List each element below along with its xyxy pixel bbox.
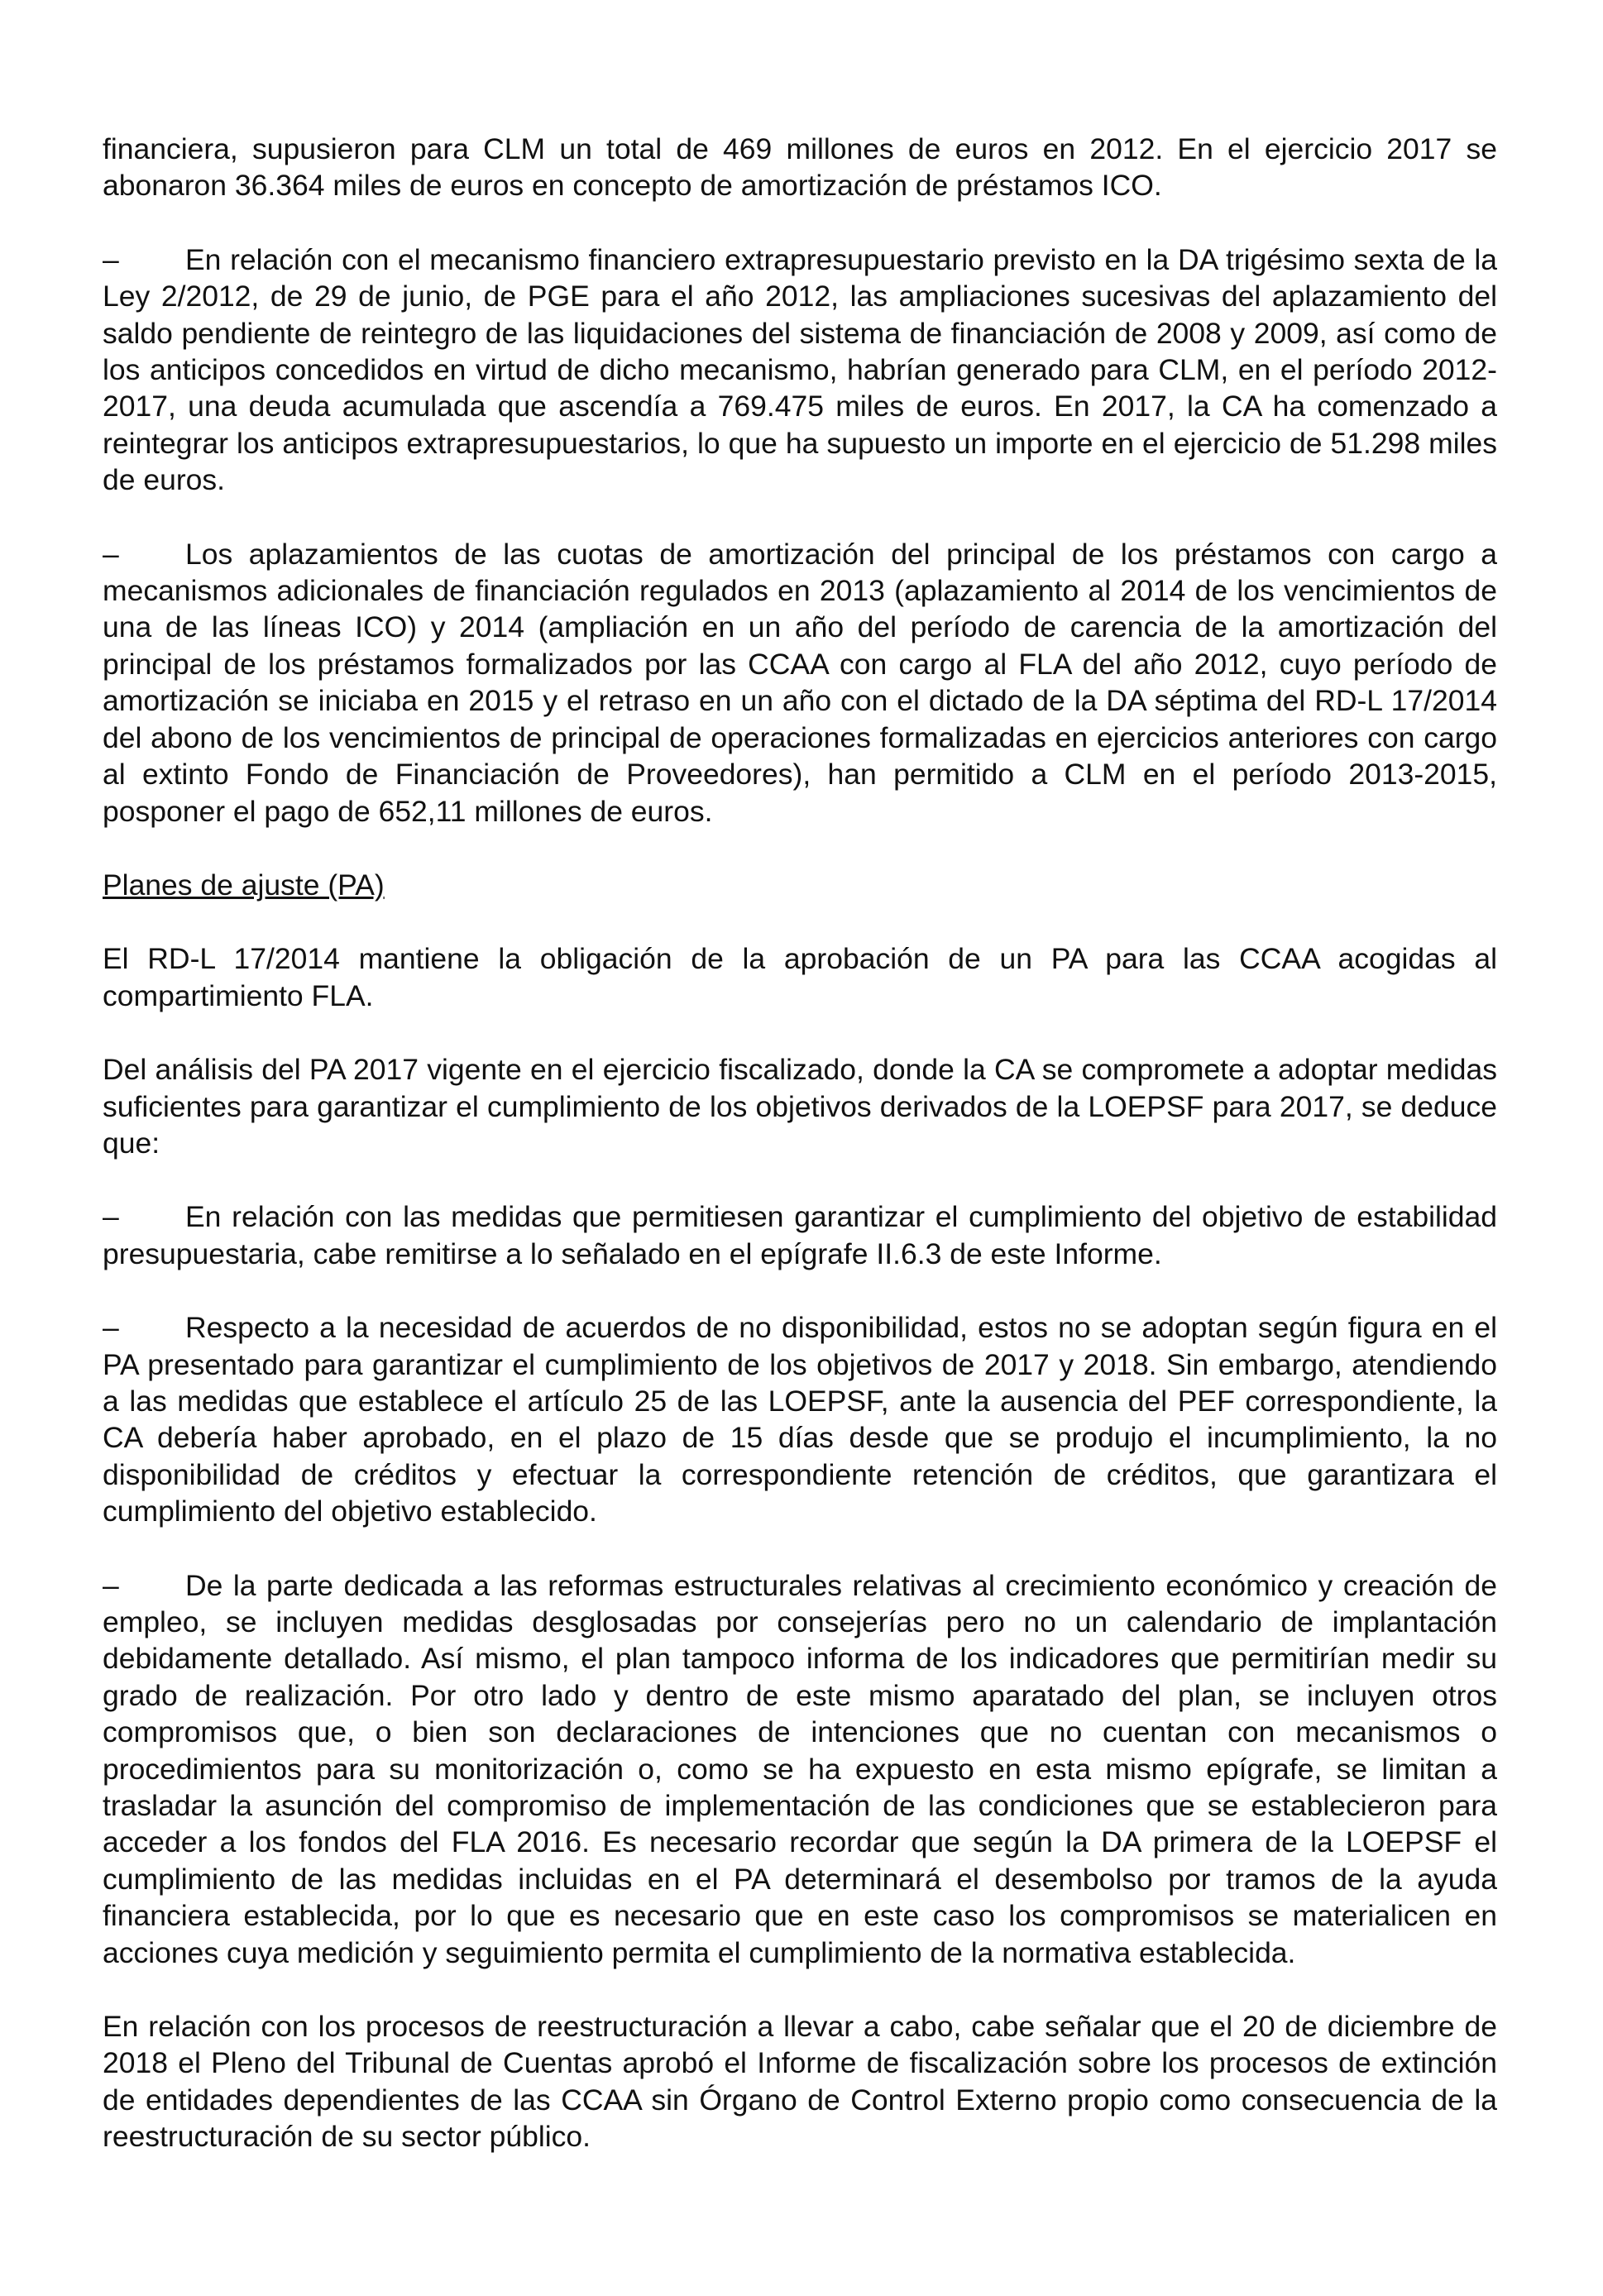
bullet-item (103, 536, 1497, 830)
dash-marker: – (103, 1568, 119, 1602)
bullet-text: En relación con el mecanismo financiero extrapresupuestario previsto en la DA trigésimo sexta de la Ley 2/2012, de 29 de junio, de PGE para el año 2012, las ampliaciones sucesivas del aplazamiento del saldo pendiente de reintegro de las liquidaciones del sistema de financiación de 2008 y 2009, así como de los anticipos concedidos en virtud de dicho mecanismo, habrían generado para CLM, en el período 2012-2017, una deuda acumulada que ascendía a 769.475 miles de euros. En 2017, la CA ha comenzado a reintegrar los anticipos extrapresupuestarios, lo que ha supuesto un importe en el ejercicio de 51.298 miles de euros. (103, 242, 1497, 497)
dash-marker: – (103, 1311, 119, 1345)
dash-marker: – (103, 537, 119, 571)
bullet-item (103, 1309, 1497, 1529)
bullet-item (103, 1567, 1497, 1971)
bullet-text: De la parte dedicada a las reformas estructurales relativas al crecimiento económico y creación de empleo, se incluyen medidas desglosadas por consejerías pero no un calendario de implantación debidamente detallado. Así mismo, el plan tampoco informa de los indicadores que permitirían medir su grado de realización. Por otro lado y dentro de este mismo aparatado del plan, se incluyen otros compromisos que, o bien son declaraciones de intenciones que no cuentan con mecanismos o procedimientos para su monitorización o, como se ha expuesto en esta mismo epígrafe, se limitan a trasladar la asunción del compromiso de implementación de las condiciones que se establecieron para acceder a los fondos del FLA 2016. Es necesario recordar que según la DA primera de la LOEPSF el cumplimiento de las medidas incluidas en el PA determinará el desembolso por tramos de la ayuda financiera establecida, por lo que es necesario que en este caso los compromisos se materialicen en acciones cuya medición y seguimiento permita el cumplimiento de la normativa establecida. (103, 1568, 1497, 1969)
paragraph-10: En relación con los procesos de reestructuración a llevar a cabo, cabe señalar que el 20 de diciembre de 2018 el Pleno del Tribunal de Cuentas aprobó el Informe de fiscalización sobre los procesos de extinción de entidades dependientes de las CCAA sin Órgano de Control Externo propio como consecuencia de la reestructuración de su sector público. (103, 2010, 1497, 2154)
bullet-text: En relación con las medidas que permitiesen garantizar el cumplimiento del objetivo de estabilidad presupuestaria, cabe remitirse a lo señalado en el epígrafe II.6.3 de este Informe. (103, 1200, 1497, 1270)
bullet-item (103, 1198, 1497, 1272)
bullet-text: Respecto a la necesidad de acuerdos de no disponibilidad, estos no se adoptan según figura en el PA presentado para garantizar el cumplimiento de los objetivos de 2017 y 2018. Sin embargo, atendiendo a las medidas que establece el artículo 25 de las LOEPSF, ante la ausencia del PEF correspondiente, la CA debería haber aprobado, en el plazo de 15 días desde que se produjo el incumplimiento, la no disponibilidad de créditos y efectuar la correspondiente retención de créditos, que garantizara el cumplimiento del objetivo establecido. (103, 1311, 1497, 1528)
paragraph-6: Del análisis del PA 2017 vigente en el ejercicio fiscalizado, donde la CA se compromete a adoptar medidas suficientes para garantizar el cumplimiento de los objetivos derivados de la LOEPSF para 2017, se deduce que: (103, 1053, 1497, 1160)
paragraph-1: financiera, supusieron para CLM un total de 469 millones de euros en 2012. En el ejercicio 2017 se abonaron 36.364 miles de euros en concepto de amortización de préstamos ICO. (103, 132, 1497, 203)
dash-marker: – (103, 242, 119, 276)
dash-marker: – (103, 1200, 119, 1234)
section-heading: Planes de ajuste (PA) (103, 868, 385, 902)
document-page (103, 131, 1497, 2193)
bullet-text: Los aplazamientos de las cuotas de amortización del principal de los préstamos con cargo a mecanismos adicionales de financiación regulados en 2013 (aplazamiento al 2014 de los vencimientos de una de las líneas ICO) y 2014 (ampliación en un año del período de carencia de la amortización del principal de los préstamos formalizados por las CCAA con cargo al FLA del año 2012, cuyo período de amortización se iniciaba en 2015 y el retraso en un año con el dictado de la DA séptima del RD-L 17/2014 del abono de los vencimientos de principal de operaciones formalizadas en ejercicios anteriores con cargo al extinto Fondo de Financiación de Proveedores), han permitido a CLM en el período 2013-2015, posponer el pago de 652,11 millones de euros. (103, 537, 1497, 828)
paragraph-5: El RD-L 17/2014 mantiene la obligación de la aprobación de un PA para las CCAA acogidas al compartimiento FLA. (103, 942, 1497, 1012)
bullet-item (103, 242, 1497, 499)
